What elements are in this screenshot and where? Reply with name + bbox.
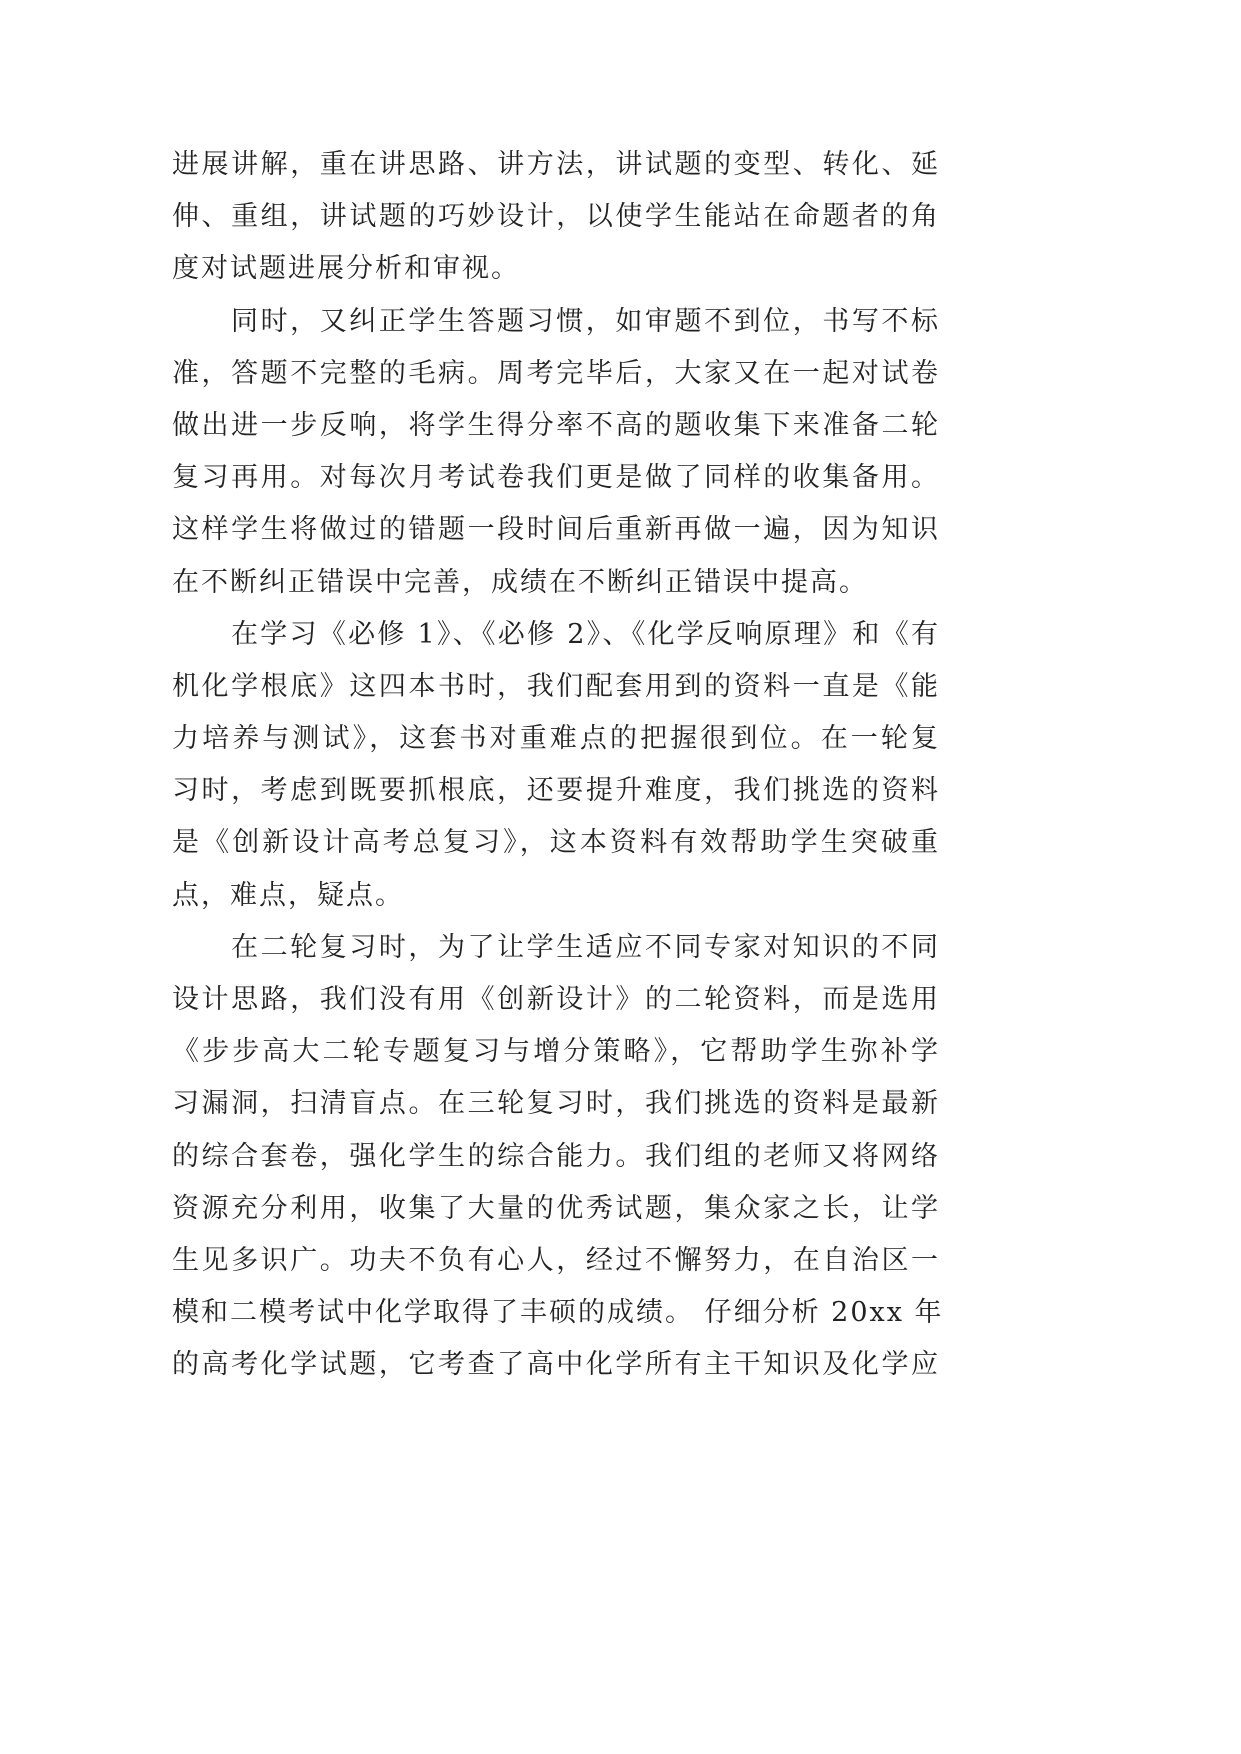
text-line: 力培养与测试》，这套书对重难点的把握很到位。在一轮复 — [172, 723, 940, 755]
text-line: 设计思路，我们没有用《创新设计》的二轮资料，而是选用 — [172, 984, 940, 1015]
text-line: 在学习《必修 1》、《必修 2》、《化学反响原理》和《有 — [231, 618, 940, 650]
text-line: 机化学根底》这四本书时，我们配套用到的资料一直是《能 — [172, 670, 940, 702]
text-line: 的综合套卷，强化学生的综合能力。我们组的老师又将网络 — [172, 1140, 940, 1172]
text-line: 资源充分利用，收集了大量的优秀试题，集众家之长，让学 — [172, 1192, 940, 1224]
text-line: 在不断纠正错误中完善，成绩在不断纠正错误中提高。 — [172, 566, 868, 598]
text-line: 习漏洞，扫清盲点。在三轮复习时，我们挑选的资料是最新 — [172, 1088, 940, 1120]
text-line: 在二轮复习时，为了让学生适应不同专家对知识的不同 — [231, 931, 940, 963]
text-line: 做出进一步反响，将学生得分率不高的题收集下来准备二轮 — [172, 409, 940, 441]
document-body — [172, 139, 944, 1392]
text-line: 是《创新设计高考总复习》，这本资料有效帮助学生突破重 — [172, 827, 940, 859]
text-line: 伸、重组，讲试题的巧妙设计，以使学生能站在命题者的角 — [172, 201, 940, 233]
text-line: 习时，考虑到既要抓根底，还要提升难度，我们挑选的资料 — [172, 775, 940, 807]
paragraph-4 — [172, 922, 944, 1392]
text-line: 同时，又纠正学生答题习惯，如审题不到位，书写不标 — [231, 305, 940, 337]
paragraph-3 — [172, 609, 940, 922]
text-line: 生见多识广。功夫不负有心人，经过不懈努力，在自治区一 — [172, 1244, 940, 1276]
text-line: 度对试题进展分析和审视。 — [172, 253, 520, 285]
text-line: 准，答题不完整的毛病。周考完毕后，大家又在一起对试卷 — [172, 357, 940, 389]
text-line: 《步步高大二轮专题复习与增分策略》，它帮助学生弥补学 — [172, 1036, 940, 1068]
text-line: 这样学生将做过的错题一段时间后重新再做一遍，因为知识 — [172, 514, 940, 546]
text-line: 进展讲解，重在讲思路、讲方法，讲试题的变型、转化、延 — [172, 149, 940, 180]
paragraph-1 — [172, 139, 940, 296]
text-line: 模和二模考试中化学取得了丰硕的成绩。 仔细分析 20xx 年 — [172, 1297, 944, 1329]
text-line: 复习再用。对每次月考试卷我们更是做了同样的收集备用。 — [172, 462, 940, 494]
paragraph-2 — [172, 296, 940, 609]
text-line: 的高考化学试题，它考查了高中化学所有主干知识及化学应 — [172, 1349, 940, 1381]
text-line: 点，难点，疑点。 — [172, 879, 404, 911]
